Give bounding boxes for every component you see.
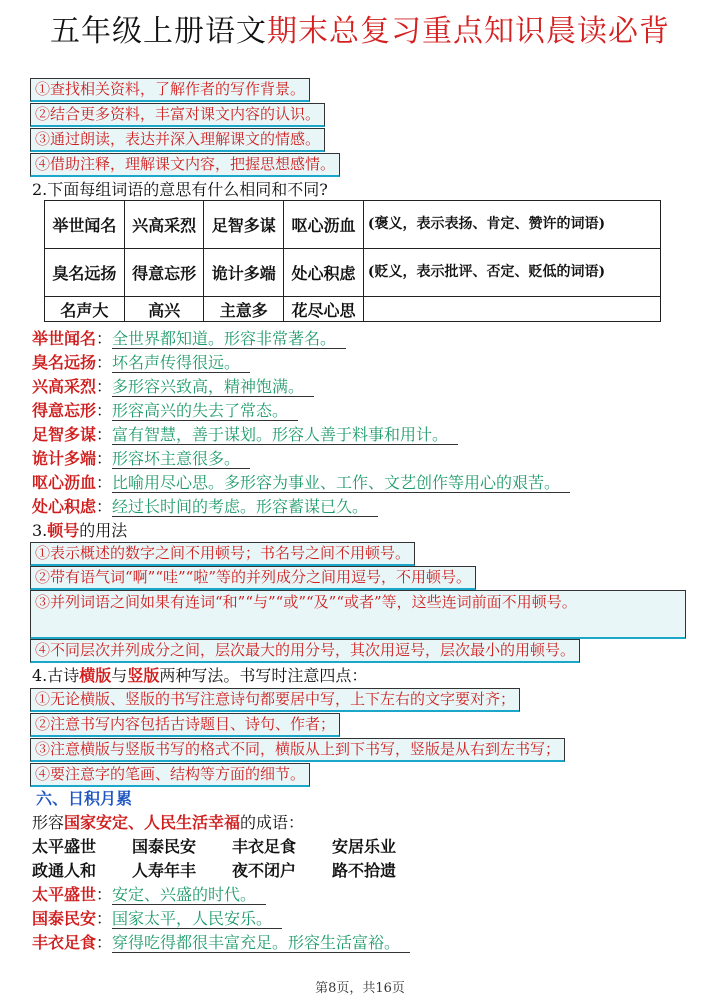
table-cell: 高兴 (124, 297, 204, 322)
dun-rule: ②带有语气词“啊”“哇”“啦”等的并列成分之间用逗号，不用顿号。 (30, 566, 476, 590)
q4-mid: 与 (111, 666, 128, 685)
colon: ： (96, 377, 113, 396)
definition-term: 丰衣足食 (32, 933, 97, 952)
colon: ： (96, 473, 113, 492)
table-cell: 名声大 (45, 297, 125, 322)
q4-prefix: 4.古诗 (32, 666, 80, 685)
method-item: ②结合更多资料，丰富对课文内容的认识。 (30, 103, 325, 127)
dun-rule: ①表示概述的数字之间不用顿号；书名号之间不用顿号。 (30, 542, 415, 566)
q3-suffix: 的用法 (79, 521, 128, 540)
definition-row (32, 350, 250, 373)
table-note: (贬义，表示批评、否定、贬低的词语) (363, 249, 660, 297)
describe-prefix: 形容 (32, 813, 65, 832)
dun-rule: ④不同层次并列成分之间，层次最大的用分号，其次用逗号，层次最小的用顿号。 (30, 639, 580, 663)
title-part2: 期末总复习重点知识晨读必背 (267, 14, 670, 49)
table-cell: 花尽心思 (284, 297, 364, 322)
idiom: 太平盛世 (32, 837, 97, 856)
idiom-definition-row (32, 906, 282, 929)
section-6-heading: 六、日积月累 (36, 789, 133, 808)
definition-text: 比喻用尽心思。多形容为事业、工作、文艺创作等用心的艰苦。 (112, 473, 570, 493)
definition-text: 全世界都知道。形容非常著名。 (112, 329, 346, 349)
colon: ： (96, 449, 113, 468)
definition-row (32, 326, 346, 349)
word-comparison-table (44, 200, 661, 322)
idiom-definition-row (32, 930, 410, 953)
definition-term: 诡计多端 (32, 449, 97, 468)
colon: ： (96, 933, 113, 952)
poem-rule: ②注意书写内容包括古诗题目、诗句、作者； (30, 713, 340, 737)
definition-text: 坏名声传得很远。 (112, 353, 250, 373)
table-cell: 兴高采烈 (124, 201, 204, 249)
colon: ： (96, 329, 113, 348)
definition-term: 兴高采烈 (32, 377, 97, 396)
poem-rule: ④要注意字的笔画、结构等方面的细节。 (30, 763, 310, 787)
definition-text: 形容高兴的失去了常态。 (112, 401, 298, 421)
table-cell: 呕心沥血 (284, 201, 364, 249)
idiom-row (32, 858, 432, 881)
definition-row (32, 398, 298, 421)
idiom-row (32, 834, 432, 857)
table-cell-empty (363, 297, 660, 322)
definition-text: 多形容兴致高，精神饱满。 (112, 377, 314, 397)
describe-key: 国家安定、人民生活幸福 (64, 813, 241, 832)
title-part1: 五年级上册语文 (50, 14, 267, 49)
idiom: 政通人和 (32, 861, 97, 880)
q4-key-vertical: 竖版 (127, 666, 160, 685)
definition-term: 国泰民安 (32, 909, 97, 928)
definition-term: 呕心沥血 (32, 473, 97, 492)
idiom-definition-row (32, 882, 266, 905)
table-cell: 举世闻名 (45, 201, 125, 249)
definition-text: 形容坏主意很多。 (112, 449, 250, 469)
definition-text: 富有智慧，善于谋划。形容人善于料事和用计。 (112, 425, 458, 445)
definition-text: 国家太平，人民安乐。 (112, 909, 282, 929)
definition-term: 臭名远扬 (32, 353, 97, 372)
definition-row (32, 446, 250, 469)
idiom: 路不拾遗 (332, 861, 397, 880)
method-item: ③通过朗读，表达并深入理解课文的情感。 (30, 128, 325, 152)
definition-text: 经过长时间的考虑。形容蓄谋已久。 (112, 497, 378, 517)
idiom: 夜不闭户 (232, 861, 297, 880)
definition-row (32, 470, 570, 493)
table-cell: 臭名远扬 (45, 249, 125, 297)
table-cell: 诡计多端 (204, 249, 284, 297)
describe-line (32, 810, 304, 833)
definition-row (32, 494, 378, 517)
table-cell: 处心积虑 (284, 249, 364, 297)
question-4 (32, 663, 367, 686)
q4-key-horizontal: 横版 (79, 666, 112, 685)
definition-term: 举世闻名 (32, 329, 97, 348)
idiom: 国泰民安 (132, 837, 197, 856)
table-cell: 足智多谋 (204, 201, 284, 249)
poem-rule: ①无论横版、竖版的书写注意诗句都要居中写，上下左右的文字要对齐； (30, 688, 520, 712)
question-2: 2.下面每组词语的意思有什么相同和不同? (32, 180, 328, 199)
idiom: 人寿年丰 (132, 861, 197, 880)
dun-rule: ③并列词语之间如果有连词“和”“与”“或”“及”“或者”等，这些连词前面不用顿号。 (30, 590, 686, 639)
poem-rule: ③注意横版与竖版书写的格式不同，横版从上到下书写，竖版是从右到左书写； (30, 738, 565, 762)
definition-text: 安定、兴盛的时代。 (112, 885, 266, 905)
q3-prefix: 3. (32, 521, 48, 540)
definition-term: 足智多谋 (32, 425, 97, 444)
idiom: 安居乐业 (332, 837, 397, 856)
definition-text: 穿得吃得都很丰富充足。形容生活富裕。 (112, 933, 410, 953)
method-item: ①查找相关资料，了解作者的写作背景。 (30, 78, 310, 102)
definition-row (32, 422, 458, 445)
table-cell: 主意多 (204, 297, 284, 322)
definition-term: 处心积虑 (32, 497, 97, 516)
colon: ： (96, 353, 113, 372)
colon: ： (96, 497, 113, 516)
page-footer: 第8页，共16页 (315, 981, 405, 996)
describe-suffix: 的成语： (240, 813, 305, 832)
question-3 (32, 518, 127, 541)
idiom: 丰衣足食 (232, 837, 297, 856)
method-item: ④借助注释，理解课文内容，把握思想感情。 (30, 153, 340, 177)
q4-suffix: 两种写法。书写时注意四点： (159, 666, 368, 685)
q3-key: 顿号 (47, 521, 80, 540)
definition-term: 得意忘形 (32, 401, 97, 420)
colon: ： (96, 401, 113, 420)
colon: ： (96, 909, 113, 928)
definition-row (32, 374, 314, 397)
page-title (0, 6, 720, 50)
colon: ： (96, 425, 113, 444)
table-note: (褒义，表示表扬、肯定、赞许的词语) (363, 201, 660, 249)
colon: ： (96, 885, 113, 904)
table-cell: 得意忘形 (124, 249, 204, 297)
definition-term: 太平盛世 (32, 885, 97, 904)
